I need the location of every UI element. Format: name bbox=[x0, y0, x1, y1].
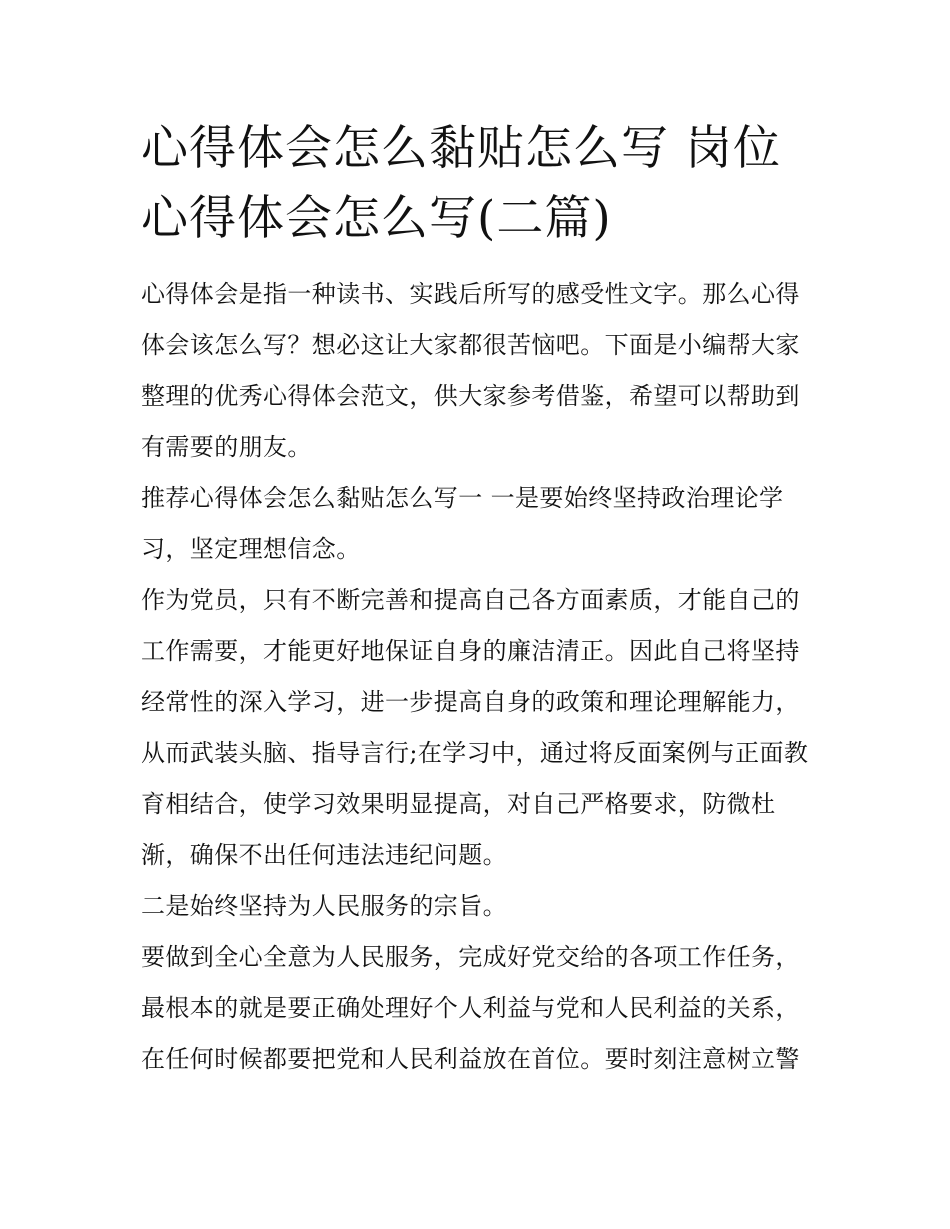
document-title: 心得体会怎么黏贴怎么写 岗位心得体会怎么写(二篇) bbox=[141, 121, 781, 246]
paragraph-study: 作为党员，只有不断完善和提高自己各方面素质，才能自己的工作需要，才能更好地保证自身的廉洁清正。因此自己将坚持经常性的深入学习，进一步提高自身的政策和理论理解能力，从而武装头脑、指导言行;在学习中，通过将反面案例与正面教育相结合，使学习效果明显提高，对自己严格要求，防微杜渐，确保不出任何违法违纪问题。 bbox=[141, 586, 809, 869]
paragraph-service: 要做到全心全意为人民服务，完成好党交给的各项工作任务，最根本的就是要正确处理好个人利益与党和人民利益的关系，在任何时候都要把党和人民利益放在首位。要时刻注意树立警 bbox=[141, 943, 800, 1073]
paragraph-section-one-heading: 推荐心得体会怎么黏贴怎么写一 一是要始终坚持政治理论学习，坚定理想信念。 bbox=[141, 484, 784, 563]
document-body bbox=[141, 114, 821, 1085]
paragraph-intro: 心得体会是指一种读书、实践后所写的感受性文字。那么心得体会该怎么写？想必这让大家都很苦恼吧。下面是小编帮大家整理的优秀心得体会范文，供大家参考借鉴，希望可以帮助到有需要的朋友。 bbox=[141, 280, 800, 461]
paragraph-section-two-heading: 二是始终坚持为人民服务的宗旨。 bbox=[141, 892, 507, 920]
